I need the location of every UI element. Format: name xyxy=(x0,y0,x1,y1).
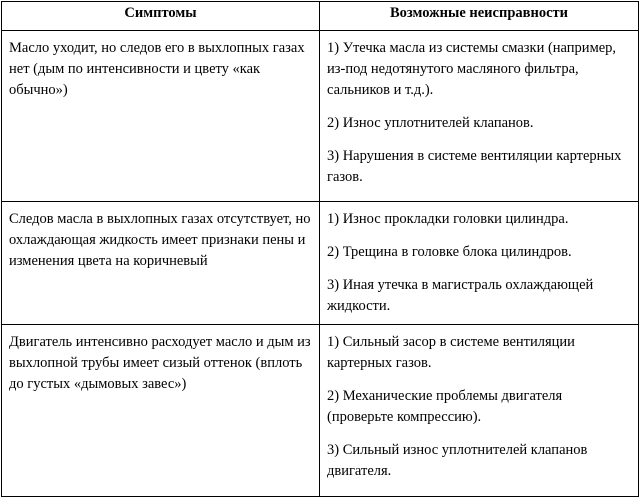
cause-item: 3) Сильный износ уплотнителей клапанов двигателя. xyxy=(327,442,588,479)
diagnostics-table xyxy=(1,1,639,497)
cause-item: 2) Износ уплотнителей клапанов. xyxy=(327,115,534,131)
cause-item: 1) Утечка масла из системы смазки (например, из-под недотянутого масляного фильтра, сальников и т.д.). xyxy=(327,40,617,98)
symptom-text: Двигатель интенсивно расходует масло и дым из выхлопной трубы имеет сизый оттенок (вплоть до густых «дымовых завес») xyxy=(9,334,311,392)
symptom-cell xyxy=(2,202,320,325)
causes-cell xyxy=(320,202,639,325)
table-header-row xyxy=(2,2,639,31)
cause-item: 1) Сильный засор в системе вентиляции картерных газов. xyxy=(327,334,575,371)
header-faults-label: Возможные неисправности xyxy=(390,5,568,21)
table-row xyxy=(2,325,639,497)
symptom-text: Масло уходит, но следов его в выхлопных газах нет (дым по интенсивности и цвету «как обычно») xyxy=(9,40,305,98)
cause-item: 2) Механические проблемы двигателя (проверьте компрессию). xyxy=(327,388,563,425)
table-row xyxy=(2,202,639,325)
symptom-cell xyxy=(2,325,320,497)
header-faults xyxy=(320,2,639,31)
causes-cell xyxy=(320,31,639,202)
causes-cell xyxy=(320,325,639,497)
symptom-cell xyxy=(2,31,320,202)
cause-item: 2) Трещина в головке блока цилиндров. xyxy=(327,244,572,260)
cause-item: 3) Иная утечка в магистраль охлаждающей жидкости. xyxy=(327,277,594,314)
table-row xyxy=(2,31,639,202)
cause-item: 3) Нарушения в системе вентиляции картерных газов. xyxy=(327,148,622,185)
header-symptoms xyxy=(2,2,320,31)
header-symptoms-label: Симптомы xyxy=(124,5,197,21)
symptom-text: Следов масла в выхлопных газах отсутствует, но охлаждающая жидкость имеет признаки пены и изменения цвета на коричневый xyxy=(9,211,311,269)
cause-item: 1) Износ прокладки головки цилиндра. xyxy=(327,211,569,227)
